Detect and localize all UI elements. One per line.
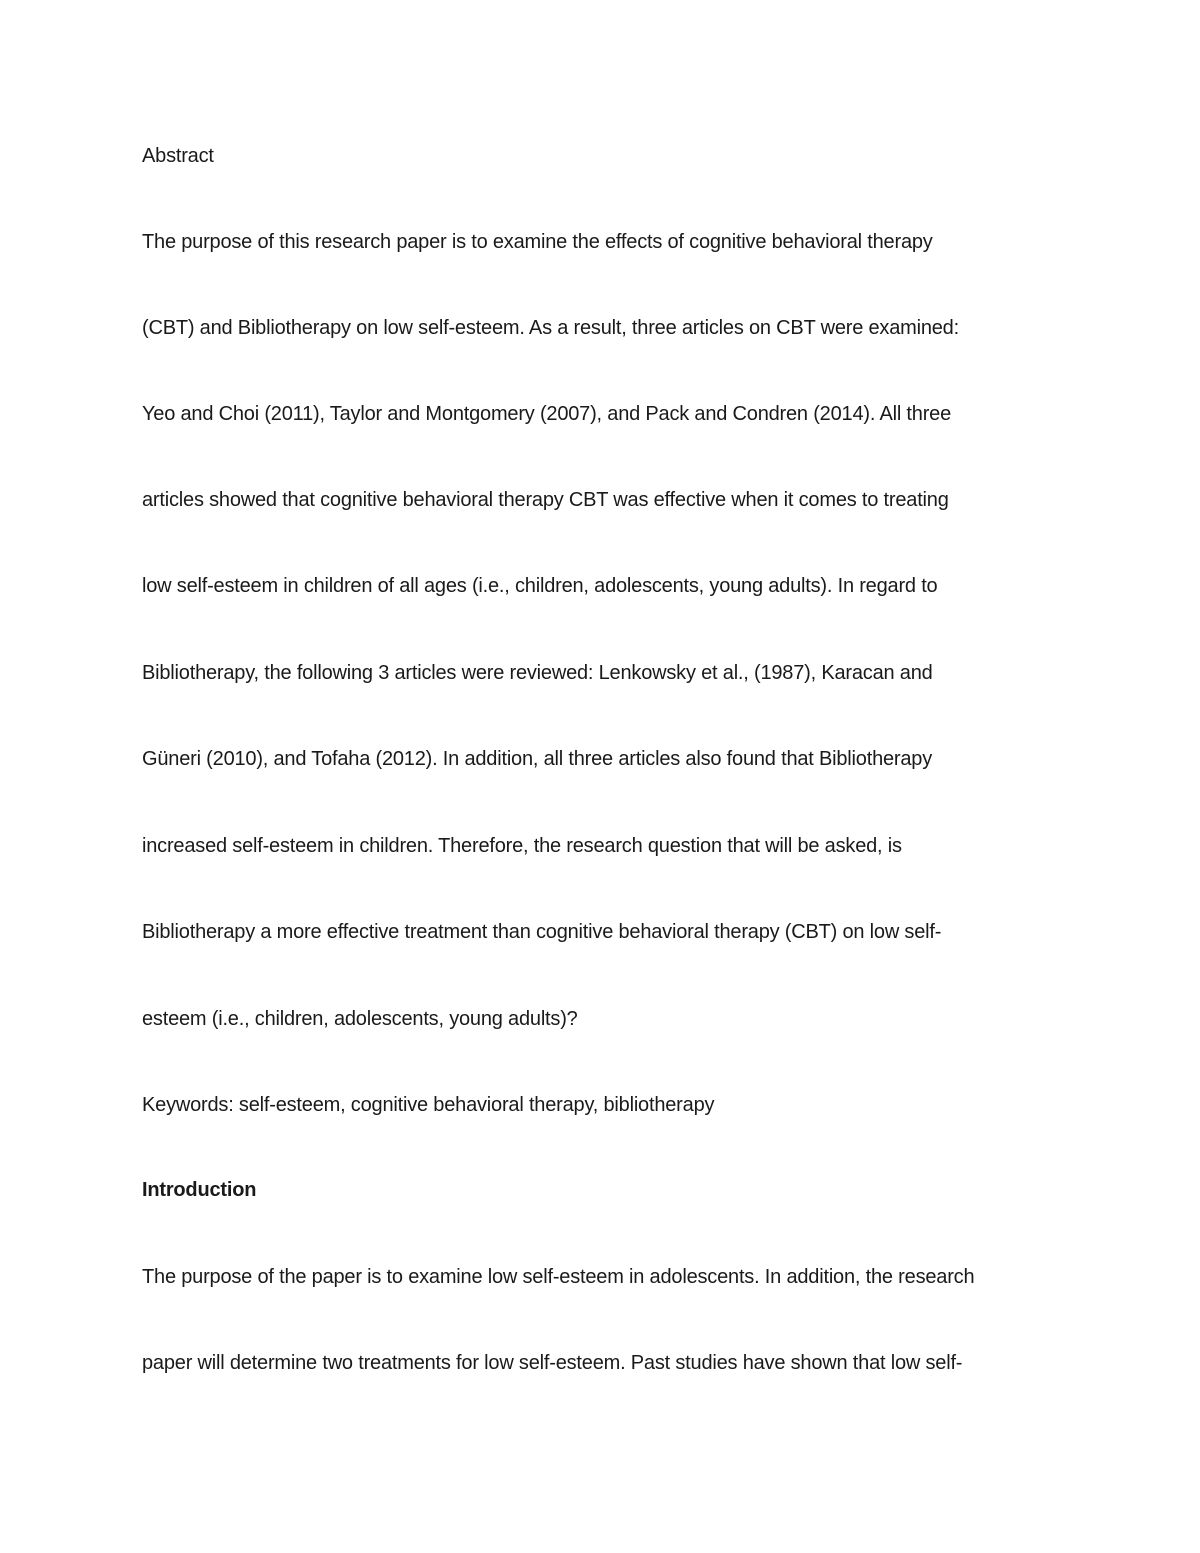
abstract-heading: Abstract (142, 145, 214, 167)
abstract-line: increased self-esteem in children. Therefore, the research question that will be asked, is (142, 835, 902, 857)
abstract-line: Yeo and Choi (2011), Taylor and Montgomery (2007), and Pack and Condren (2014). All three (142, 403, 952, 425)
introduction-line: The purpose of the paper is to examine low self-esteem in adolescents. In addition, the research (142, 1266, 975, 1288)
keywords-line: Keywords: self-esteem, cognitive behavioral therapy, bibliotherapy (142, 1094, 715, 1116)
abstract-line: esteem (i.e., children, adolescents, young adults)? (142, 1008, 578, 1030)
abstract-line: The purpose of this research paper is to examine the effects of cognitive behavioral therapy (142, 231, 933, 253)
introduction-heading: Introduction (142, 1179, 257, 1201)
abstract-line: Bibliotherapy a more effective treatment than cognitive behavioral therapy (CBT) on low self- (142, 921, 942, 943)
abstract-line: low self-esteem in children of all ages (i.e., children, adolescents, young adults). In regard to (142, 575, 938, 597)
introduction-line: paper will determine two treatments for low self-esteem. Past studies have shown that low self- (142, 1352, 963, 1374)
abstract-line: Güneri (2010), and Tofaha (2012). In addition, all three articles also found that Bibliotherapy (142, 748, 933, 770)
abstract-line: articles showed that cognitive behavioral therapy CBT was effective when it comes to treating (142, 489, 949, 511)
abstract-line: (CBT) and Bibliotherapy on low self-esteem. As a result, three articles on CBT were examined: (142, 317, 959, 339)
abstract-line: Bibliotherapy, the following 3 articles were reviewed: Lenkowsky et al., (1987), Karacan and (142, 662, 933, 684)
